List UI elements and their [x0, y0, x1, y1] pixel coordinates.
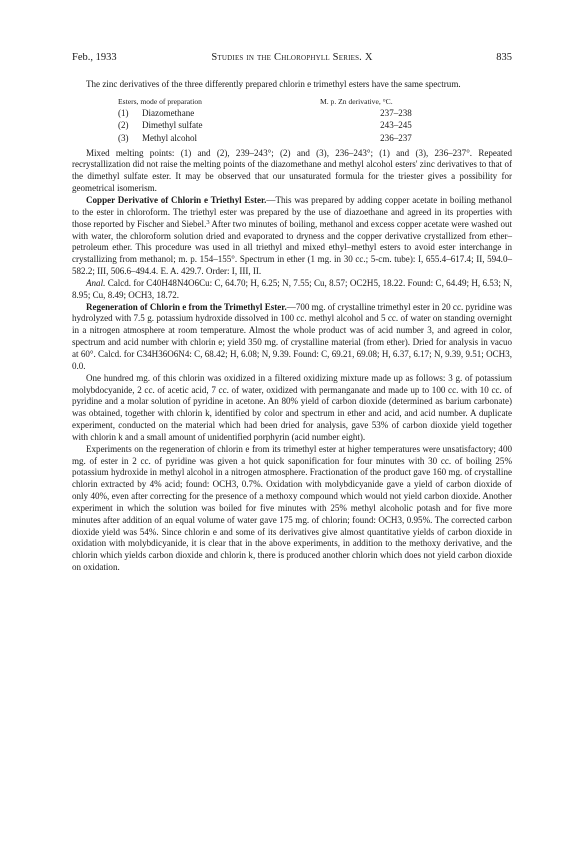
copper-text-b: After two minutes of boiling, methanol and excess copper acetate were washed out with water, the chloroform solution dried and evaporated to dryness and the copper derivative crystallized from ether–petroleum ether. This procedure was used in all triethyl and mixed ethyl–methyl esters to avoid ester interchange in crystallizing from methanol; m. p. 154–155°. Spectrum in ether (1 mg. in 30 cc.; 5-cm. tube): I, 655.4–617.4; II, 594.0–582.2; III, 506.6–494.4. E. A. 429.7. Order: I, III, II.: [72, 218, 512, 277]
row-method: Dimethyl sulfate: [142, 120, 203, 131]
anal-label: Anal.: [86, 277, 106, 288]
row-melting-point: 236–237: [380, 133, 412, 144]
copper-heading: Copper Derivative of Chlorin e Triethyl Ester.: [86, 195, 267, 205]
running-head: [72, 52, 512, 66]
table-row: [118, 119, 466, 132]
table-header: [118, 96, 466, 107]
row-number: (3): [118, 133, 129, 144]
experiments-paragraph: Experiments on the regeneration of chlorin e from its trimethyl ester at higher temperatures were unsatisfactory; 400 mg. of ester in 2 cc. of pyridine was given a hot quick saponification for four minutes with 30 cc. of boiling 25% potassium hydroxide in methyl alcohol in a nitrogen atmosphere. Fractionation of the product gave 160 mg. of crystalline chlorin extracted by 4% acid; found: OCH3, 0.7%. Oxidation with molybdicyanide gave a yield of carbon dioxide of only 40%, even after correcting for the presence of a methoxy compound which would not yield carbon dioxide. Another experiment in which the solution was boiled for five minutes with 25% methyl alcoholic potash and for five more minutes after addition of an equal volume of water gave 175 mg. of chlorin; found: OCH3, 0.95%. The corrected carbon dioxide yield was 54%. Since chlorin e and some of its derivatives give almost quantitative yields of carbon dioxide in oxidation with molybdicyanide, it is clear that in the above experiments, in addition to the methoxy derivative, and the chlorin which yields carbon dioxide and chlorin k, there is produced another chlorin which does not yield carbon dioxide on oxidation.: [72, 443, 512, 573]
issue-date: Feb., 1933: [72, 52, 117, 63]
page-number: 835: [496, 52, 512, 63]
journal-page: [72, 52, 512, 574]
copper-derivative-paragraph: [72, 195, 512, 278]
running-title: Studies in the Chlorophyll Series. X: [211, 52, 373, 63]
regeneration-heading: Regeneration of Chlorin e from the Trimethyl Ester.: [86, 301, 287, 312]
row-melting-point: 243–245: [380, 120, 412, 131]
anal-text: Calcd. for C40H48N4O6Cu: C, 64.70; H, 6.25; N, 7.55; Cu, 8.57; OC2H5, 18.22. Found: C, 64.49; H, 6.53; N, 8.95; Cu, 8.49; OCH3, 18.72.: [72, 277, 512, 300]
mixed-melting-paragraph: Mixed melting points: (1) and (2), 239–243°; (2) and (3), 236–243°; (1) and (3), 236–237°. Repeated recrystallization did not raise the melting points of the diazomethane and methyl alcohol esters' zinc derivatives to that of the dimethyl sulfate ester. It may be observed that our unsaturated formula for the triester gives a possibility for geometrical isomerism.: [72, 147, 512, 194]
regeneration-text: —700 mg. of crystalline trimethyl ester in 20 cc. pyridine was hydrolyzed with 7.5 g. potassium hydroxide dissolved in 100 cc. methyl alcohol and 5 cc. of water on standing overnight in a nitrogen atmosphere at room temperature. Almost the whole product was of acid number 3, and agreed in color, spectrum and acid number with chlorin e; yield 350 mg. of crystalline material (from ether). Dried for analysis in vacuo at 60°. Calcd. for C34H36O6N4: C, 68.42; H, 6.08; N, 9.39. Found: C, 69.21, 69.08; H, 6.37, 6.17; N, 9.39, 9.51; OCH3, 0.0.: [72, 301, 512, 371]
zinc-derivative-table: [118, 96, 466, 145]
intro-paragraph: The zinc derivatives of the three differently prepared chlorin e trimethyl esters have the same spectrum.: [86, 79, 461, 89]
row-number: (1): [118, 107, 129, 118]
row-method: Diazomethane: [142, 107, 195, 118]
table-col-header-method: Esters, mode of preparation: [118, 96, 202, 106]
row-melting-point: 237–238: [380, 107, 412, 118]
copper-text-a: —This was prepared by adding copper acetate in boiling methanol to the ester in chloroform. The triethyl ester was prepared by the use of diazoethane and agreed in its properties with those reported by Fischer and Siebel.: [72, 195, 512, 229]
oxidation-paragraph: One hundred mg. of this chlorin was oxidized in a filtered oxidizing mixture made up as follows: 3 g. of potassium molybdocyanide, 2 cc. of acetic acid, 7 cc. of water, oxidized with permanganate and made up to 100 cc. with 10 cc. of pyridine and a molar solution of pyridine in acetone. An 80% yield of carbon dioxide (determined as barium carbonate) was obtained, together with chlorin k, identified by color and spectrum in ether and acid, and acid number. A duplicate experiment, conducted on the material which had been dried for analysis, gave 53% of carbon dioxide yield together with chlorin k and a small amount of unidentified porphyrin (acid number eight).: [72, 372, 512, 442]
row-method: Methyl alcohol: [142, 133, 198, 144]
row-number: (2): [118, 120, 129, 131]
table-col-header-mp: M. p. Zn derivative, °C.: [320, 96, 393, 106]
regeneration-paragraph: [72, 302, 512, 373]
article-body: [72, 79, 512, 574]
reference-marker: 3: [206, 218, 210, 226]
table-row: [118, 107, 466, 120]
analysis-paragraph: [72, 278, 512, 302]
table-row: [118, 132, 466, 145]
